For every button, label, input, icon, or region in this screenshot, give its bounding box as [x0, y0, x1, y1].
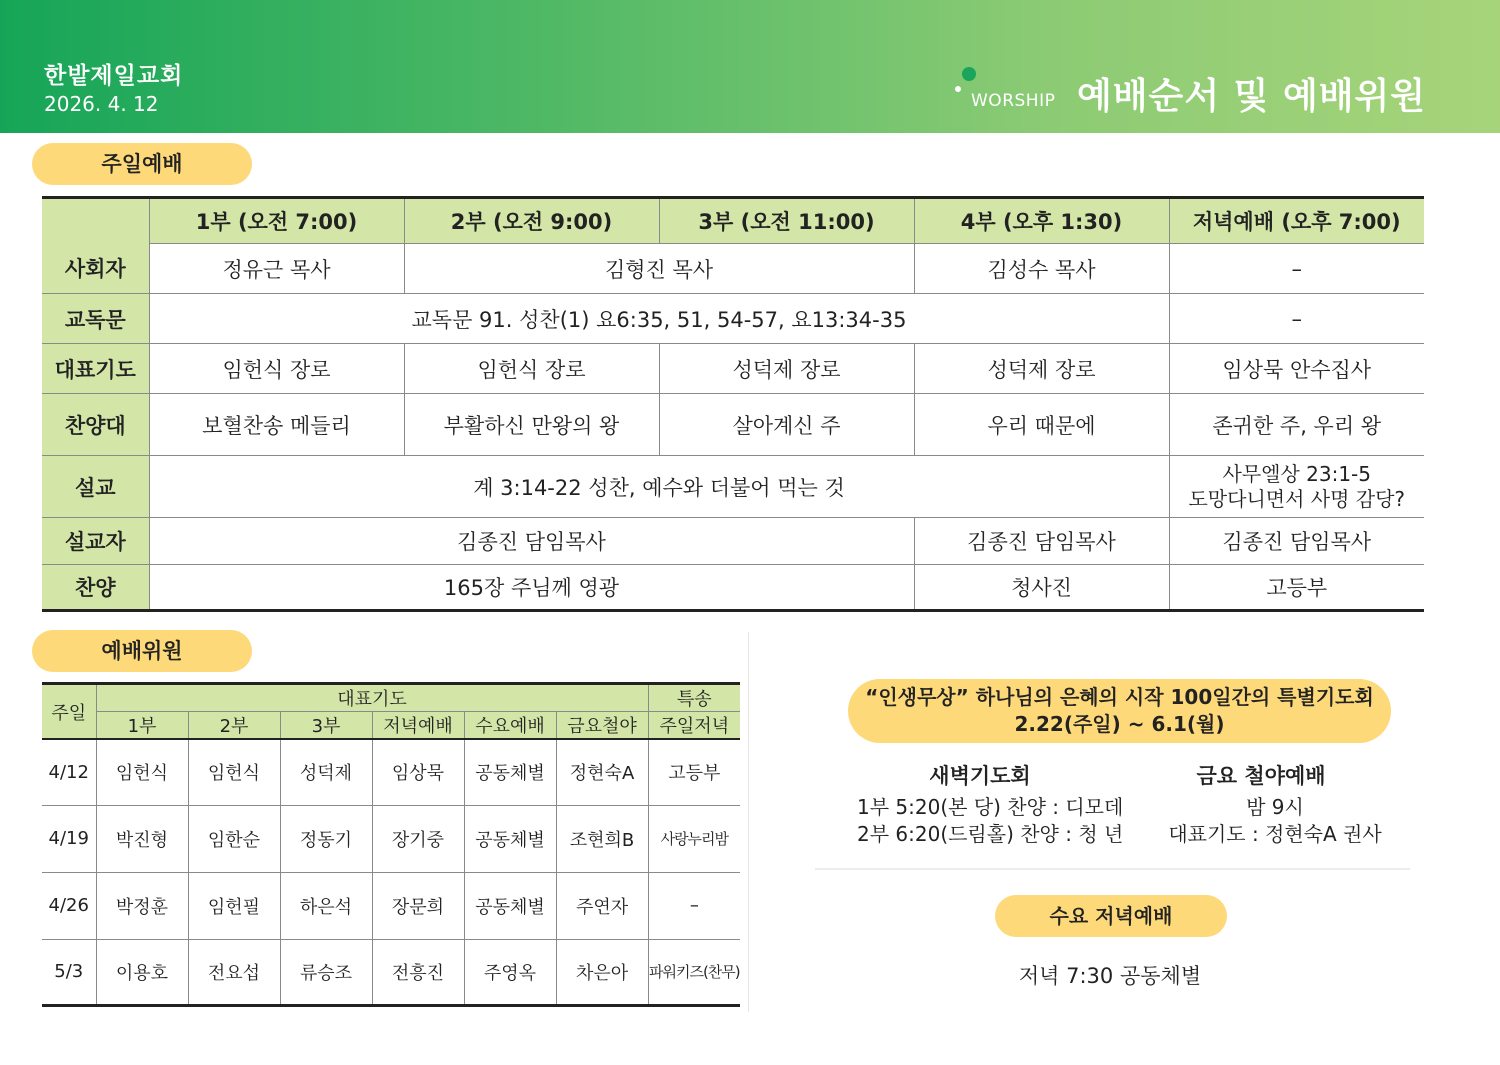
table-cell: 박정훈	[96, 872, 188, 939]
column-header: 1부 (오전 7:00)	[149, 198, 404, 244]
row-label: 대표기도	[42, 344, 149, 394]
column-header: 저녁예배 (오후 7:00)	[1169, 198, 1424, 244]
table-cell: 정유근 목사	[149, 244, 404, 294]
dawn-prayer-details	[857, 794, 1123, 848]
table-cell: 교독문 91. 성찬(1) 요6:35, 51, 54-57, 요13:34-35	[149, 294, 1169, 344]
column-header: 3부 (오전 11:00)	[659, 198, 914, 244]
table-cell: 김종진 담임목사	[1169, 518, 1424, 565]
table-cell: 임헌식 장로	[404, 344, 659, 394]
table-cell: 전흥진	[372, 939, 464, 1005]
row-label: 설교	[42, 456, 149, 518]
friday-prayer-details	[1140, 794, 1410, 848]
table-cell: 계 3:14-22 성찬, 예수와 더불어 먹는 것	[149, 456, 1169, 518]
table-cell: 성덕제	[280, 739, 372, 805]
header-banner	[0, 0, 1500, 133]
table-cell: 존귀한 주, 우리 왕	[1169, 394, 1424, 456]
table-cell: 고등부	[648, 739, 740, 805]
table-cell: 임상묵 안수집사	[1169, 344, 1424, 394]
table-row	[42, 739, 740, 805]
table-row	[42, 456, 1424, 518]
table-cell: 파워키즈(찬무)	[648, 939, 740, 1005]
date-cell: 4/19	[42, 805, 96, 872]
bulletin-date: 2026. 4. 12	[44, 92, 159, 116]
wednesday-worship-details: 저녁 7:30 공동체별	[1018, 964, 1202, 988]
wednesday-worship-heading: 수요 저녁예배	[995, 895, 1227, 937]
row-label: 설교자	[42, 518, 149, 565]
row-label: 교독문	[42, 294, 149, 344]
table-header-row	[42, 712, 740, 740]
white-dot-icon	[955, 86, 961, 92]
table-cell: –	[648, 872, 740, 939]
special-prayer-dates: 2.22(주일) ~ 6.1(월)	[1014, 712, 1225, 736]
table-cell: 우리 때문에	[914, 394, 1169, 456]
table-cell: 보혈찬송 메들리	[149, 394, 404, 456]
dawn-prayer-line: 2부 6:20(드림홀) 찬양 : 청 년	[857, 822, 1124, 846]
date-cell: 4/26	[42, 872, 96, 939]
table-cell	[1169, 456, 1424, 518]
column-header: 4부 (오후 1:30)	[914, 198, 1169, 244]
table-cell: 공동체별	[464, 872, 556, 939]
table-cell: 임헌식 장로	[149, 344, 404, 394]
sermon-text-line: 사무엘상 23:1-5	[1222, 461, 1371, 486]
table-cell: 부활하신 만왕의 왕	[404, 394, 659, 456]
table-row	[42, 294, 1424, 344]
table-row	[42, 518, 1424, 565]
table-cell: 김형진 목사	[404, 244, 914, 294]
table-cell: 박진형	[96, 805, 188, 872]
friday-prayer-heading: 금요 철야예배	[1196, 764, 1326, 788]
table-cell: 김종진 담임목사	[149, 518, 914, 565]
vertical-divider	[748, 632, 749, 1012]
worship-members-table	[42, 682, 740, 1007]
table-cell: 공동체별	[464, 739, 556, 805]
green-dot-icon	[962, 67, 976, 81]
table-row	[42, 244, 1424, 294]
row-label: 찬양	[42, 565, 149, 611]
church-name: 한밭제일교회	[44, 63, 184, 89]
column-header: 수요예배	[464, 712, 556, 740]
table-cell: 이용호	[96, 939, 188, 1005]
worship-members-heading: 예배위원	[32, 630, 252, 672]
table-row	[42, 344, 1424, 394]
friday-prayer-line: 대표기도 : 정현숙A 권사	[1168, 822, 1382, 846]
table-cell: 사랑누리밤	[648, 805, 740, 872]
table-row	[42, 394, 1424, 456]
special-group-header: 특송	[648, 684, 740, 712]
column-header: 3부	[280, 712, 372, 740]
table-cell: 임헌필	[188, 872, 280, 939]
horizontal-divider	[815, 868, 1410, 870]
friday-prayer-line: 밤 9시	[1246, 795, 1304, 819]
date-header: 주일	[42, 684, 96, 740]
special-prayer-title: “인생무상” 하나님의 은혜의 시작 100일간의 특별기도회	[865, 685, 1374, 709]
table-cell: 살아계신 주	[659, 394, 914, 456]
table-cell: 조현희B	[556, 805, 648, 872]
sunday-worship-table	[42, 196, 1424, 612]
sunday-worship-heading: 주일예배	[32, 143, 252, 185]
table-cell: 정동기	[280, 805, 372, 872]
dawn-prayer-heading: 새벽기도회	[929, 764, 1031, 788]
table-header-row	[42, 198, 1424, 244]
sermon-title-line: 도망다니면서 사명 감당?	[1188, 486, 1406, 511]
table-cell: 임헌식	[96, 739, 188, 805]
corner-cell	[42, 198, 149, 244]
table-row	[42, 805, 740, 872]
table-row	[42, 872, 740, 939]
table-cell: 성덕제 장로	[659, 344, 914, 394]
row-label: 사회자	[42, 244, 149, 294]
table-row	[42, 565, 1424, 611]
table-cell: 성덕제 장로	[914, 344, 1169, 394]
table-cell: 공동체별	[464, 805, 556, 872]
table-cell: 165장 주님께 영광	[149, 565, 914, 611]
date-cell: 4/12	[42, 739, 96, 805]
dawn-prayer-line: 1부 5:20(본 당) 찬양 : 디모데	[857, 795, 1124, 819]
column-header: 저녁예배	[372, 712, 464, 740]
table-cell: 장문희	[372, 872, 464, 939]
table-cell: 전요섭	[188, 939, 280, 1005]
table-cell: 하은석	[280, 872, 372, 939]
column-header: 금요철야	[556, 712, 648, 740]
row-label: 찬양대	[42, 394, 149, 456]
table-cell: 차은아	[556, 939, 648, 1005]
table-cell: 고등부	[1169, 565, 1424, 611]
table-cell: 김종진 담임목사	[914, 518, 1169, 565]
table-cell: 임헌식	[188, 739, 280, 805]
prayer-group-header: 대표기도	[96, 684, 648, 712]
table-cell: 정현숙A	[556, 739, 648, 805]
table-cell: 김성수 목사	[914, 244, 1169, 294]
table-row	[42, 939, 740, 1005]
column-header: 2부	[188, 712, 280, 740]
table-cell: –	[1169, 294, 1424, 344]
table-cell: 장기중	[372, 805, 464, 872]
table-header-row	[42, 684, 740, 712]
table-cell: 류승조	[280, 939, 372, 1005]
table-cell: –	[1169, 244, 1424, 294]
column-header: 주일저녁	[648, 712, 740, 740]
date-cell: 5/3	[42, 939, 96, 1005]
table-cell: 임상묵	[372, 739, 464, 805]
table-cell: 주연자	[556, 872, 648, 939]
special-prayer-banner	[848, 679, 1391, 743]
table-cell: 주영옥	[464, 939, 556, 1005]
page-title: 예배순서 및 예배위원	[1077, 76, 1427, 117]
section-label-en: WORSHIP	[971, 91, 1056, 111]
column-header: 2부 (오전 9:00)	[404, 198, 659, 244]
table-cell: 임한순	[188, 805, 280, 872]
table-cell: 청사진	[914, 565, 1169, 611]
column-header: 1부	[96, 712, 188, 740]
